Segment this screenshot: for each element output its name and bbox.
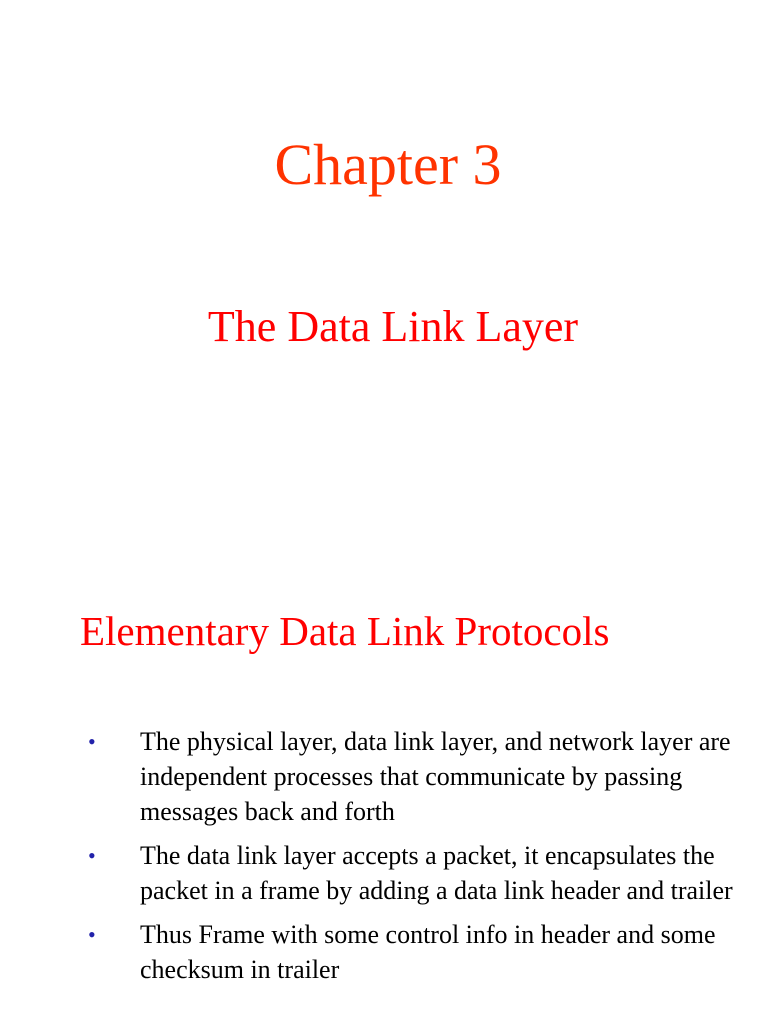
bullet-text: The data link layer accepts a packet, it encapsulates the packet in a frame by adding a data link header and trailer xyxy=(140,841,733,905)
bullet-list xyxy=(0,724,768,996)
chapter-subtitle: The Data Link Layer xyxy=(207,302,579,351)
bullet-icon: • xyxy=(88,729,96,754)
bullet-item xyxy=(0,917,768,987)
section-heading: Elementary Data Link Protocols xyxy=(80,608,610,654)
bullet-text: The physical layer, data link layer, and network layer are independent processes that communicate by passing messages back and forth xyxy=(140,727,731,826)
bullet-icon: • xyxy=(88,922,96,947)
bullet-item xyxy=(0,838,768,908)
bullet-item xyxy=(0,724,768,829)
slide-elementary-protocols xyxy=(0,512,768,1024)
bullet-icon: • xyxy=(88,843,96,868)
bullet-text: Thus Frame with some control info in header and some checksum in trailer xyxy=(140,920,716,984)
chapter-title: Chapter 3 xyxy=(274,132,502,197)
